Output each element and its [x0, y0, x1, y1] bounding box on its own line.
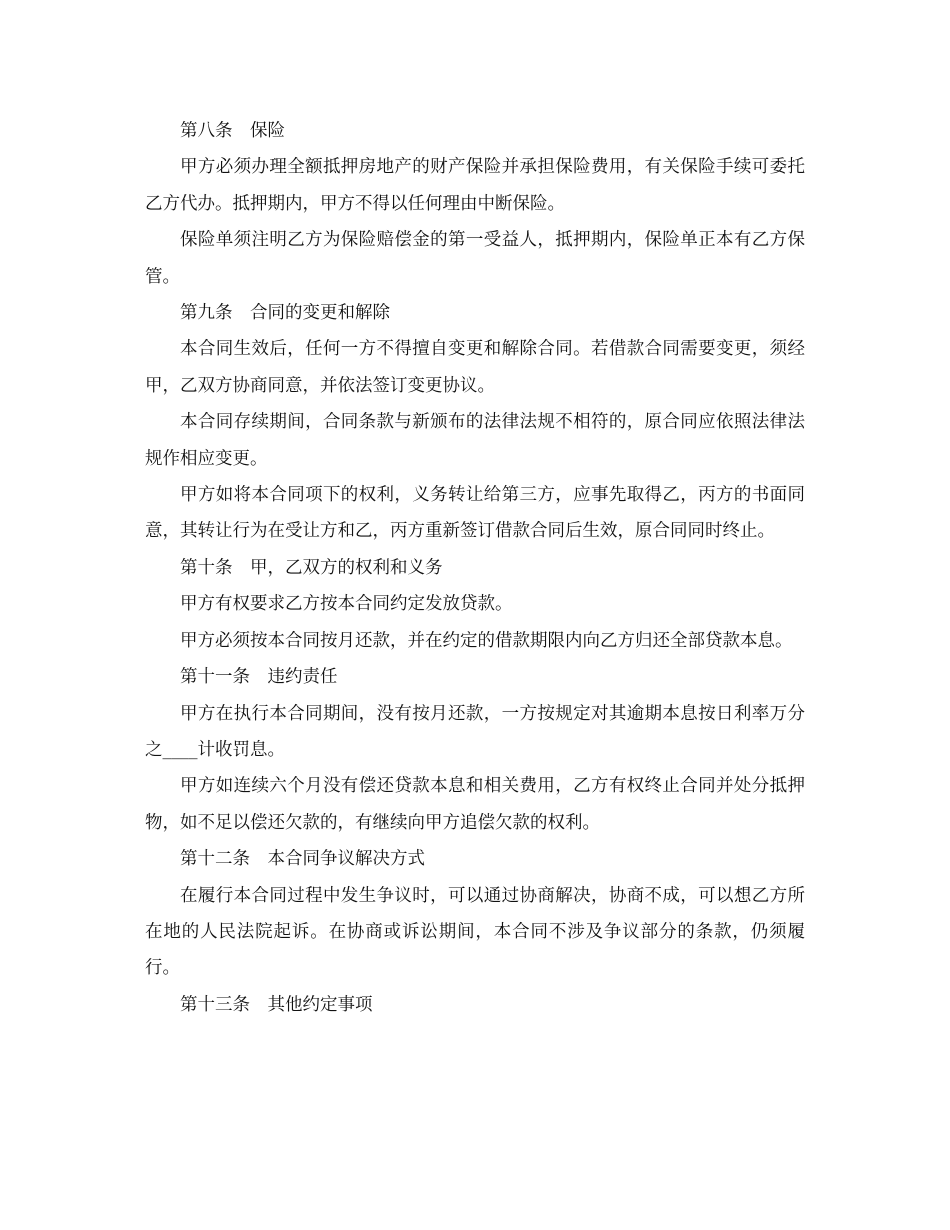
paragraph-insurance-obligation: 甲方必须办理全额抵押房地产的财产保险并承担保险费用，有关保险手续可委托乙方代办。抵押期内，甲方不得以任何理由中断保险。 — [145, 157, 805, 214]
paragraph-law-change: 本合同存续期间，合同条款与新颁布的法律法规不相符的，原合同应依照法律法规作相应变更。 — [145, 412, 805, 469]
paragraph-contract-change: 本合同生效后，任何一方不得擅自变更和解除合同。若借款合同需要变更，须经甲，乙双方协商同意，并依法签订变更协议。 — [145, 339, 805, 396]
paragraph-dispute-resolution: 在履行本合同过程中发生争议时，可以通过协商解决，协商不成，可以想乙方所在地的人民法院起诉。在协商或诉讼期间，本合同不涉及争议部分的条款，仍须履行。 — [145, 885, 805, 979]
paragraph-penalty-interest: 甲方在执行本合同期间，没有按月还款，一方按规定对其逾期本息按日利率万分之____计收罚息。 — [145, 703, 805, 760]
article-9-heading: 第九条 合同的变更和解除 — [180, 303, 390, 324]
paragraph-insurance-beneficiary: 保险单须注明乙方为保险赔偿金的第一受益人，抵押期内，保险单正本有乙方保管。 — [145, 230, 805, 287]
document-body — [145, 113, 805, 1023]
paragraph-party-a-obligation: 甲方必须按本合同按月还款，并在约定的借款期限内向乙方归还全部贷款本息。 — [180, 630, 793, 651]
paragraph-termination: 甲方如连续六个月没有偿还贷款本息和相关费用，乙方有权终止合同并处分抵押物，如不足以偿还欠款的，有继续向甲方追偿欠款的权利。 — [145, 776, 805, 833]
article-11-heading: 第十一条 违约责任 — [180, 667, 338, 688]
article-8-heading: 第八条 保险 — [180, 121, 285, 141]
article-12-heading: 第十二条 本合同争议解决方式 — [180, 849, 425, 870]
paragraph-party-a-right: 甲方有权要求乙方按本合同约定发放贷款。 — [180, 594, 513, 615]
article-10-heading: 第十条 甲，乙双方的权利和义务 — [180, 557, 443, 578]
article-13-heading: 第十三条 其他约定事项 — [180, 994, 373, 1015]
paragraph-transfer: 甲方如将本合同项下的权利，义务转让给第三方，应事先取得乙，丙方的书面同意，其转让行为在受让方和乙，丙方重新签订借款合同后生效，原合同同时终止。 — [145, 485, 805, 542]
